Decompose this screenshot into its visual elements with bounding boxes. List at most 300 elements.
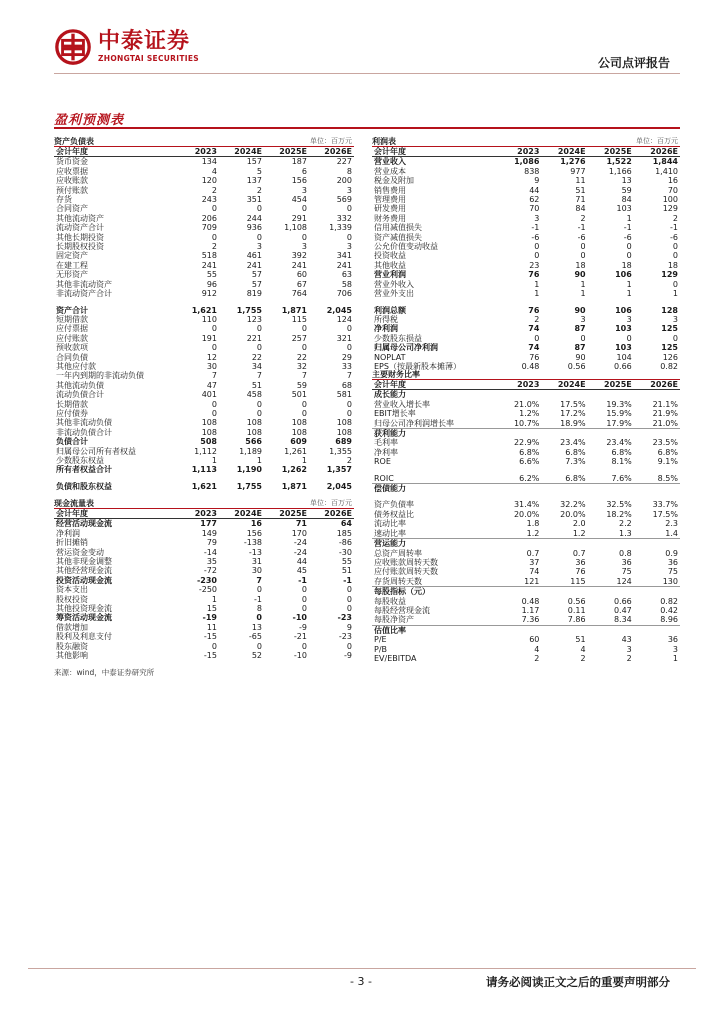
cell-value: 0.56 [567, 596, 586, 606]
row-label: 每股净资产 [374, 615, 414, 625]
footer-divider [28, 968, 696, 969]
cell-value: 7 [301, 371, 307, 381]
row-label: 债务权益比 [374, 509, 414, 519]
cell-value: 1 [534, 279, 540, 289]
cell-value: -72 [203, 566, 217, 576]
cell-value: 18.2% [606, 509, 632, 519]
cell-value: 22 [296, 352, 307, 362]
cell-value: 51 [575, 185, 586, 195]
company-logo [54, 28, 199, 66]
cell-value: 36 [575, 557, 586, 567]
cell-value: 8.1% [611, 457, 632, 467]
table-row [54, 447, 354, 456]
cell-value: 2 [580, 213, 586, 223]
table-row [54, 353, 354, 362]
cell-value: -1 [254, 594, 262, 604]
row-label: 资产合计 [56, 305, 88, 315]
cell-value [588, 429, 634, 439]
cell-value: 0 [211, 399, 217, 409]
row-label: 其他应付款 [56, 361, 96, 371]
cell-value: 581 [336, 390, 352, 400]
cell-value: -24 [293, 538, 307, 548]
table-row [54, 371, 354, 380]
cell-value: 108 [246, 427, 262, 437]
cell-value: 8.5% [657, 473, 678, 483]
cell-value [495, 539, 541, 549]
cell-value: 706 [336, 289, 352, 299]
cell-value: 84 [575, 204, 586, 214]
table-row [372, 529, 680, 539]
row-label: 流动资产合计 [56, 223, 104, 233]
cell-value: 21.0% [652, 418, 678, 428]
cell-value [634, 484, 680, 494]
table-row [372, 280, 680, 289]
cell-value: 21.9% [652, 409, 678, 419]
table-row [54, 604, 354, 613]
cell-value [495, 625, 541, 635]
cell-value: -24 [293, 547, 307, 557]
column-header: 2025E [588, 380, 634, 390]
cell-value: 1 [580, 289, 586, 299]
cell-value: 3 [346, 185, 352, 195]
row-label: ROIC [374, 473, 394, 483]
cell-value: 51 [341, 566, 352, 576]
table-row [54, 362, 354, 371]
cell-value: 1.17 [521, 605, 540, 615]
cell-value: 157 [246, 157, 262, 167]
cell-value: 0 [211, 641, 217, 651]
cell-value: 3 [301, 242, 307, 252]
row-label: EBIT增长率 [374, 409, 416, 419]
cell-value: 7.6% [611, 473, 632, 483]
cell-value: 1,621 [191, 305, 217, 315]
cell-value: 126 [662, 352, 678, 362]
cell-value: 1 [301, 456, 307, 465]
cell-value: 1 [534, 289, 540, 299]
cell-value: 36 [621, 557, 632, 567]
cell-value: 16 [667, 176, 678, 186]
table-row [54, 270, 354, 279]
cell-value: 0 [256, 585, 262, 595]
cell-value: 2 [580, 653, 586, 663]
cell-value: 121 [524, 576, 540, 586]
column-header: 2026E [309, 509, 354, 519]
table-row [372, 597, 680, 606]
cell-value: 1 [580, 279, 586, 289]
row-label: 股权投资 [56, 594, 88, 604]
cell-value: 1,410 [655, 166, 678, 176]
cell-value: 115 [570, 576, 586, 586]
cell-value: 20.0% [513, 509, 540, 519]
row-label: 税金及附加 [374, 176, 414, 186]
cell-value: 44 [529, 185, 540, 195]
cell-value: 32 [296, 361, 307, 371]
row-label: 无形资产 [56, 270, 88, 280]
cell-value: 2 [626, 653, 632, 663]
cell-value: 76 [529, 352, 540, 362]
cell-value: 23.5% [652, 438, 678, 448]
table-row [372, 510, 680, 519]
cell-value: 0 [211, 232, 217, 242]
cell-value: 134 [201, 157, 217, 167]
cell-value: 33 [341, 361, 352, 371]
cell-value: 819 [246, 289, 262, 299]
row-label: 预付账款 [56, 185, 88, 195]
cell-value: 103 [615, 343, 632, 353]
cell-value: 129 [662, 204, 678, 214]
cell-value: 1 [672, 289, 678, 299]
row-label: 货币资金 [56, 157, 88, 167]
column-header: 会计年度 [54, 147, 174, 157]
row-label: 资产负债率 [374, 500, 414, 510]
cell-value: 838 [524, 166, 540, 176]
cell-value: -1 [343, 575, 352, 585]
cell-value [541, 429, 587, 439]
row-label: 毛利率 [374, 438, 398, 448]
cell-value: 1 [626, 213, 632, 223]
row-label: 应收票据 [56, 166, 88, 176]
cell-value: 0 [256, 204, 262, 214]
cell-value: 0 [346, 585, 352, 595]
row-label: 少数股东权益 [56, 456, 104, 465]
cell-value: -30 [338, 547, 352, 557]
data-table [54, 509, 354, 661]
row-label: 经营活动现金流 [56, 519, 112, 529]
cell-value: 6.6% [519, 457, 540, 467]
column-header: 2023 [495, 380, 541, 390]
table-row [372, 261, 680, 270]
cell-value: 2,045 [326, 481, 352, 491]
row-label: 净利率 [374, 447, 398, 457]
cell-value: 0.82 [660, 596, 678, 606]
cell-value [541, 587, 587, 597]
cell-value: 100 [662, 195, 678, 205]
cell-value: 0 [346, 232, 352, 242]
cell-value: 1,189 [239, 446, 262, 456]
cell-value: 1,621 [191, 481, 217, 491]
cell-value: 566 [245, 437, 262, 447]
cell-value: 6.8% [565, 473, 586, 483]
cell-value: 20.0% [560, 509, 586, 519]
cell-value: 2 [256, 185, 262, 195]
cell-value: 23 [529, 260, 540, 270]
cell-value: 15.9% [606, 409, 632, 419]
table-row [372, 474, 680, 484]
cell-value: 108 [336, 427, 352, 437]
table-row [372, 223, 680, 232]
cell-value: 9 [534, 176, 540, 186]
table-row [372, 558, 680, 567]
row-label: 股东融资 [56, 641, 88, 651]
section-header-row [372, 429, 680, 439]
cell-value: 1,357 [326, 465, 352, 475]
cell-value: 1,276 [560, 157, 586, 167]
cell-value: -6 [531, 232, 540, 242]
row-label: 净利润 [374, 324, 398, 334]
cell-value: 7.3% [565, 457, 586, 467]
section-divider [54, 127, 680, 129]
cell-value: 5 [256, 166, 262, 176]
cell-value: 0.42 [660, 605, 678, 615]
row-label: 合同负债 [56, 352, 88, 362]
table-row [372, 438, 680, 447]
cell-value: 1,355 [329, 446, 352, 456]
cell-value: 120 [201, 176, 217, 186]
cell-value [634, 390, 680, 400]
cell-value [634, 539, 680, 549]
table-row [372, 195, 680, 204]
cell-value: 7 [346, 371, 352, 381]
row-label: 借款增加 [56, 622, 88, 632]
cell-value: 0 [672, 251, 678, 261]
cell-value: 87 [574, 343, 586, 353]
cell-value: 243 [201, 195, 217, 205]
cell-value: 90 [575, 352, 586, 362]
cell-value: 71 [575, 195, 586, 205]
cell-value: 29 [341, 352, 352, 362]
cell-value: 2.2 [619, 519, 632, 529]
cell-value [634, 625, 680, 635]
row-label: 速动比率 [374, 528, 406, 538]
table-row [54, 381, 354, 390]
cell-value: 0 [346, 594, 352, 604]
row-label: 信用减值损失 [374, 223, 422, 233]
table-row [54, 548, 354, 557]
row-label: 归属母公司净利润 [374, 343, 438, 353]
row-label: 在建工程 [56, 260, 88, 270]
cell-value: 43 [621, 635, 632, 645]
table-row [54, 566, 354, 575]
column-header: 2023 [174, 147, 219, 157]
cell-value: 518 [201, 251, 217, 261]
cell-value: 177 [200, 519, 217, 529]
cell-value: 1,522 [606, 157, 632, 167]
cell-value: 108 [201, 418, 217, 428]
table-row [54, 204, 354, 213]
cell-value: 241 [291, 260, 307, 270]
table-row [54, 251, 354, 260]
cell-value: 76 [528, 270, 540, 280]
cell-value: 18 [667, 260, 678, 270]
cell-value: 0 [534, 242, 540, 252]
table-row [372, 606, 680, 615]
row-label: EPS（按最新股本摊薄） [374, 361, 461, 371]
cell-value: 3 [580, 314, 586, 324]
row-label: P/B [374, 644, 388, 654]
column-header-row [54, 509, 354, 519]
table-title-bar [372, 368, 680, 380]
cell-value: 7.86 [567, 615, 586, 625]
row-label: 一年内到期的非流动负债 [56, 371, 144, 381]
cell-value: 1,113 [191, 465, 217, 475]
cell-value: 32.5% [606, 500, 632, 510]
cell-value: 0 [211, 324, 217, 334]
row-label: 每股指标（元） [372, 587, 495, 597]
cell-value: 1.3 [619, 528, 632, 538]
column-header: 2024E [219, 147, 264, 157]
table-row [372, 186, 680, 195]
table-row [372, 409, 680, 418]
cell-value: 0 [580, 251, 586, 261]
column-header: 会计年度 [54, 509, 174, 519]
cell-value: 1 [626, 279, 632, 289]
cell-value: 1,112 [194, 446, 217, 456]
cell-value: 0 [346, 343, 352, 353]
cell-value: 57 [251, 270, 262, 280]
cell-value [541, 539, 587, 549]
table-row [54, 390, 354, 399]
column-header-row [372, 380, 680, 390]
table-row [372, 635, 680, 644]
cell-value: 10.7% [513, 418, 540, 428]
cell-value: 912 [201, 289, 217, 299]
cell-value: 392 [291, 251, 307, 261]
cell-value: 1.2% [519, 409, 540, 419]
cell-value [634, 429, 680, 439]
cell-value: 2 [211, 185, 217, 195]
cell-value [588, 484, 634, 494]
data-table [372, 380, 680, 663]
cell-value: 709 [201, 223, 217, 233]
row-label: 应付票据 [56, 324, 88, 334]
cell-value: 0 [626, 251, 632, 261]
cell-value: 17.2% [560, 409, 586, 419]
table-row [372, 457, 680, 466]
unit-label: 单位：百万元 [310, 498, 352, 507]
cell-value: 1,262 [281, 465, 307, 475]
cell-value: 108 [291, 427, 307, 437]
table-row [54, 409, 354, 418]
row-label: 存货周转天数 [374, 576, 422, 586]
row-label: 应收账款周转天数 [374, 557, 438, 567]
column-header: 2026E [309, 147, 354, 157]
cell-value [541, 625, 587, 635]
cell-value: 30 [206, 361, 217, 371]
cell-value: 508 [200, 437, 217, 447]
table-row [372, 615, 680, 625]
cell-value: 22 [251, 352, 262, 362]
cell-value: 7 [256, 575, 262, 585]
table-title: 利润表 [372, 136, 396, 146]
cell-value: 11 [575, 176, 586, 186]
row-label: 流动比率 [374, 519, 406, 529]
data-table [372, 147, 680, 371]
cell-value: 3 [301, 185, 307, 195]
cell-value: 332 [336, 213, 352, 223]
cell-value: 0 [301, 641, 307, 651]
cell-value: 23.4% [560, 438, 586, 448]
financial-ratios-table [372, 368, 680, 663]
table-row [54, 482, 354, 491]
row-label: 股利及利息支付 [56, 632, 112, 642]
table-row [54, 167, 354, 176]
table-row [54, 157, 354, 167]
cash-flow-table [54, 497, 354, 661]
cell-value [495, 587, 541, 597]
row-label: 折旧摊销 [56, 538, 88, 548]
table-row [372, 242, 680, 251]
cell-value: 125 [661, 343, 678, 353]
cell-value: 0 [211, 343, 217, 353]
table-row [54, 557, 354, 566]
cell-value: -23 [338, 632, 352, 642]
cell-value: 241 [336, 260, 352, 270]
cell-value: 1.4 [665, 528, 678, 538]
row-spacer [54, 475, 354, 482]
cell-value: 454 [291, 195, 307, 205]
cell-value: 1,339 [329, 223, 352, 233]
cell-value: 8 [256, 604, 262, 614]
row-label: 投资收益 [374, 251, 406, 261]
table-row [54, 176, 354, 185]
cell-value: 103 [616, 204, 632, 214]
table-row [54, 437, 354, 446]
cell-value: -10 [292, 613, 307, 623]
cell-value: 1,871 [281, 305, 307, 315]
row-label: 流动负债合计 [56, 390, 104, 400]
table-row [54, 576, 354, 585]
row-spacer [372, 493, 680, 500]
cell-value: 1,261 [284, 446, 307, 456]
cell-value: 8.96 [660, 615, 678, 625]
cell-value: 6.8% [611, 447, 632, 457]
row-label: 营业收入 [374, 157, 406, 167]
cell-value: 0 [301, 399, 307, 409]
cell-value: 0.11 [567, 605, 586, 615]
cell-value: 191 [201, 333, 217, 343]
cell-value: 4 [211, 166, 217, 176]
cell-value: 241 [246, 260, 262, 270]
cell-value: 75 [621, 567, 632, 577]
cell-value: 124 [616, 576, 632, 586]
row-label: 其他流动负债 [56, 380, 104, 390]
table-row [372, 567, 680, 576]
table-row [372, 324, 680, 333]
cell-value: 9 [346, 622, 352, 632]
cell-value: 0.7 [526, 548, 540, 558]
cell-value: 16 [250, 519, 262, 529]
cell-value: 7 [256, 371, 262, 381]
cell-value: 206 [201, 213, 217, 223]
table-row [54, 651, 354, 660]
cell-value: -1 [577, 223, 586, 233]
cell-value: 59 [621, 185, 632, 195]
row-label: 资本支出 [56, 585, 88, 595]
row-label: 归母公司净利润增长率 [374, 418, 454, 428]
cell-value: 110 [201, 314, 217, 324]
cell-value: 2 [346, 456, 352, 465]
cell-value: -1 [670, 223, 678, 233]
table-row [54, 519, 354, 529]
cell-value: 74 [528, 324, 540, 334]
cell-value: 1,755 [236, 481, 262, 491]
cell-value: 18.9% [560, 418, 586, 428]
cell-value: 0.9 [665, 548, 678, 558]
cell-value: -21 [293, 632, 307, 642]
row-label: P/E [374, 635, 387, 645]
cell-value: 200 [336, 176, 352, 186]
row-label: 应付账款周转天数 [374, 567, 438, 577]
cell-value: -15 [203, 632, 217, 642]
table-row [372, 519, 680, 528]
table-row [54, 233, 354, 242]
cell-value: 70 [667, 185, 678, 195]
cell-value: 76 [575, 567, 586, 577]
cell-value: 44 [296, 557, 307, 567]
table-row [54, 428, 354, 437]
cell-value: 0 [256, 408, 262, 418]
row-label: EV/EBITDA [374, 653, 417, 663]
